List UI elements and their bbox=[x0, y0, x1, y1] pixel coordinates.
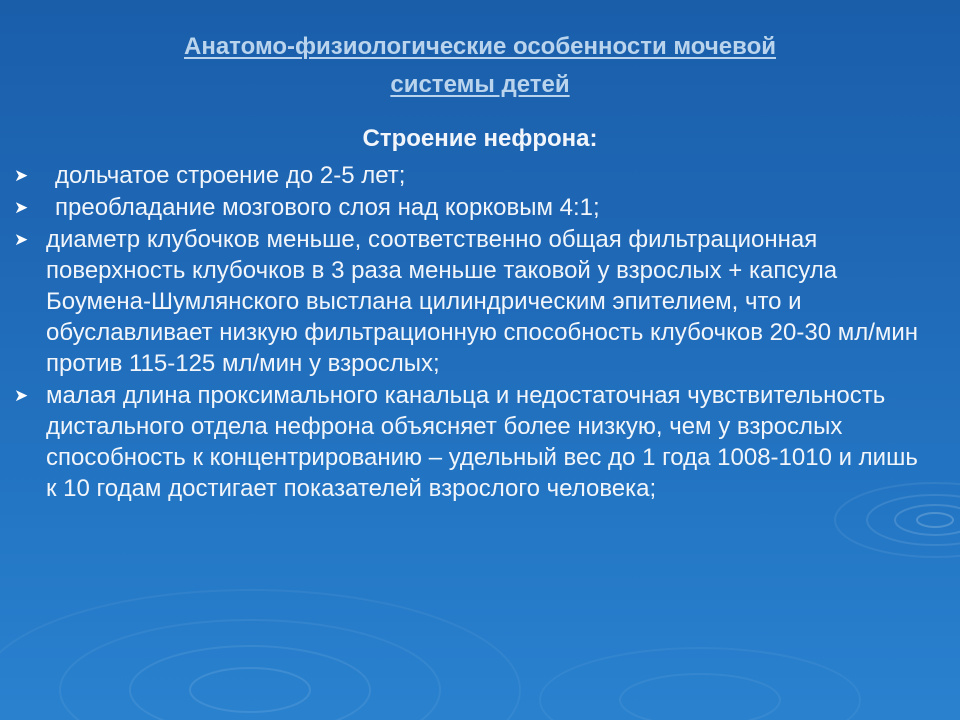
arrowhead-bullet-icon: ➤ bbox=[14, 166, 29, 185]
arrowhead-bullet-icon: ➤ bbox=[14, 230, 29, 249]
bullet-item bbox=[14, 160, 934, 191]
bullet-text: преобладание мозгового слоя над корковым 4:1; bbox=[55, 194, 600, 221]
slide-title-line-1: Анатомо-физиологические особенности мочевой bbox=[184, 33, 776, 60]
slide-title bbox=[0, 28, 960, 104]
bullet-text: малая длина проксимального канальца и недостаточная чувствительность дистального отдела нефрона объясняет более низкую, чем у взрослых способность к концентрированию – удельный вес до 1 года 1008-1010 и лишь к 10 годам достигает показателей взрослого человека; bbox=[46, 382, 918, 502]
bullet-item bbox=[14, 224, 934, 379]
arrowhead-bullet-icon: ➤ bbox=[14, 198, 29, 217]
slide-subtitle: Строение нефрона: bbox=[362, 125, 598, 152]
slide-title-line-2: системы детей bbox=[390, 71, 570, 98]
bullet-list bbox=[14, 160, 934, 505]
arrowhead-bullet-icon: ➤ bbox=[14, 386, 29, 405]
bullet-item bbox=[14, 192, 934, 223]
bullet-text: диаметр клубочков меньше, соответственно общая фильтрационная поверхность клубочков в 3 раза меньше таковой у взрослых + капсула Боумена-Шумлянского выстлана цилиндрическим эпителием, что и обуславливает низкую фильтрационную способность клубочков 20-30 мл/мин против 115-125 мл/мин у взрослых; bbox=[46, 226, 919, 377]
bullet-item bbox=[14, 380, 934, 504]
bullet-text: дольчатое строение до 2-5 лет; bbox=[55, 162, 406, 189]
